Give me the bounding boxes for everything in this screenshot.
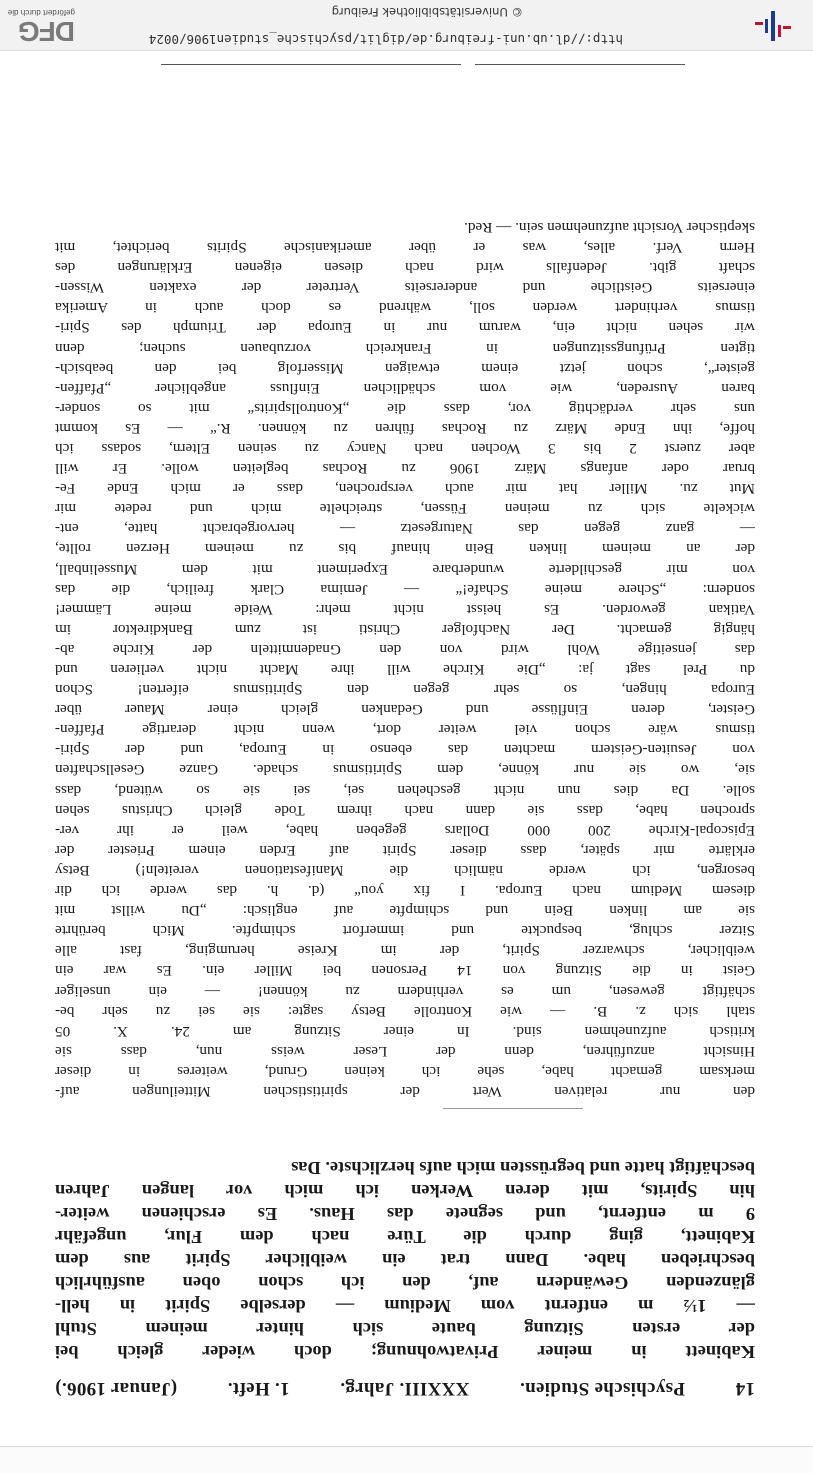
main-text-line: — 1½ m entfernt vom Medium — derselbe Spirit in hell- <box>55 1296 755 1316</box>
footnote-line: wir sehen nicht ein, warum nur in Europa der Triumph des Spiri- <box>55 319 755 337</box>
footnote-line: sondern: „Schere meine Schafe!“ — Jemima Clark freilich, die das <box>55 580 755 598</box>
footnote-line: schäftigt gewesen, um es verhindern zu können! — ein unseliger <box>55 982 755 1000</box>
journal-title: Psychische Studien. <box>519 1378 685 1399</box>
journal-date: (Januar 1906.) <box>55 1378 178 1399</box>
footnote-line: Episcopal-Kirche 200 000 Dollars gegeben habe, weil er ihr ver- <box>55 821 755 839</box>
footnote-line: tigten Prüfungssitzungen in Frankreich vorzubauen suchen; denn <box>55 339 755 357</box>
copyright-notice: © Universitätsbibliothek Freiburg <box>331 5 523 19</box>
footnote-line: weiblicher, schwarzer Spirit, der im Kreise herumging, fast alle <box>55 942 755 960</box>
main-text-line: hin Spirits, mit deren Werken ich mich vor langen Jahren <box>55 1181 755 1201</box>
footnote-line: kritisch aufzunehmen sind. In einer Sitzung am 24. X. 05 <box>55 1022 755 1040</box>
footnote-line: solle. Da dies nun nicht geschehen sei, sei sie so wütend, dass <box>55 781 755 799</box>
running-header <box>55 1377 755 1399</box>
viewer-top-strip <box>0 1446 813 1473</box>
footnote-line: stahl sich z. B. — wie Kontrolle Betsy sagte: sie sei zu sehr be- <box>55 1002 755 1020</box>
main-text-line: 9 m entfernt, und segnete das Haus. Es erschienen weiter- <box>55 1204 755 1224</box>
footnote-line: der an meinem linken Bein hinauf bis zu meinem Herzen rollte, <box>55 540 755 558</box>
footnote-line: aber zuerst 2 bis 3 Wochen nach Nancy zu seinen Eltern, sodass ich <box>55 440 755 457</box>
footnote-line: merksam gemacht habe, sehe ich keinen Grund, weiteres in dieser <box>55 1062 755 1080</box>
source-url-link[interactable]: http://dl.ub.uni-freiburg.de/diglit/psychische_studien1906/0024 <box>148 32 623 47</box>
footer-rule-left <box>475 64 685 65</box>
footnote-line: Sitzer schlug, bespuckte und immerfort schimpfte. Mich berührte <box>55 922 755 940</box>
footnote-line: tismus wäre schon viel weiter dort, wenn nicht derartige Pfaffen- <box>55 721 755 739</box>
main-text-line: der ersten Sitzung baute sich hinter meinem Stuhl <box>55 1319 755 1339</box>
footnote-line: — ganz gegen das Naturgesetz — hervorgebracht hatte, ent- <box>55 520 755 538</box>
footnote-line: von Jesuiten-Geistern machten das ebenso in Europa, und der Spiri- <box>55 741 755 759</box>
footnote-line: Geist in die Sitzung von 14 Personen bei Miller ein. Es war ein <box>55 962 755 980</box>
main-text-line: Kabinett, ging durch die Türe nach dem Flur, ungefähr <box>55 1227 755 1247</box>
footnote-line: schaft gibt. Jedenfalls wird nach diesen eigenen Erklärungen des <box>55 259 755 277</box>
footnote-line: das jenseitige Wohl wird von den Gnadenmitteln der Kirche ab- <box>55 640 755 658</box>
footnote-line: sprochen habe, dass sie dann nach ihrem Tode gleich Christus sehen <box>55 801 755 819</box>
journal-issue: 1. Heft. <box>227 1378 290 1399</box>
footnote-line: einerseits Geistliche und andererseits Vertreter der exakten Wissen- <box>55 279 755 297</box>
footnote-line: uns sehr verdächtig vor, dass die „Kontrollspirits“ mit so sonder- <box>55 399 755 417</box>
ub-freiburg-logo-icon <box>751 9 795 43</box>
footnote-line: Vatikan geworden. Es heisst nicht mehr: Weide meine Lämmer! <box>55 600 755 618</box>
dfg-funder-logo <box>0 5 75 45</box>
main-text-line: Kabinett in meiner Privatwohnung; doch wieder gleich bei <box>55 1342 755 1362</box>
footnote-line: bruar oder anfangs März 1906 zu Rochas begleiten wolle. Er will <box>55 460 755 478</box>
footnote-divider <box>443 1108 583 1109</box>
footer-rule-right <box>161 64 461 65</box>
footnote-text <box>55 217 755 1101</box>
footnote-line: Hinsicht anzuführen, denn der Leser weiss nun, dass sie <box>55 1042 755 1060</box>
footnote-line: wickelte sich zu meinen Füssen, streichelte mich und redete mir <box>55 500 755 518</box>
page-number: 14 <box>735 1378 755 1399</box>
footnote-line: geister“, schon jetzt einem etwaigen Misserfolg bei den beabsich- <box>55 359 755 377</box>
footnote-line: baren Ausreden, wie vom schädlichen Einfluss angeblicher „Pfaffen- <box>55 379 755 397</box>
dfg-logo-text: DFG <box>18 16 75 47</box>
footnote-line: hoffe, ihn Ende März zu Rochas führen zu können. R.“ — Es kommt <box>55 419 755 437</box>
dfg-logo-caption: gefördert durch die <box>7 8 75 17</box>
footnote-line: hängig gemacht. Der Nachfolger Christi ist zum Bankdirektor im <box>55 620 755 638</box>
footnote-line: tismus verhindert werden soll, während es doch auch in Amerika <box>55 299 755 317</box>
footnote-line: Mut zu. Miller hat mir auch versprochen, dass er mich Ende Fe- <box>55 480 755 498</box>
footnote-line: sie, wo sie nur könne, dem Spiritismus schade. Ganze Gesellschaften <box>55 761 755 779</box>
journal-volume: XXXIII. Jahrg. <box>340 1378 470 1399</box>
main-text-line: beschrieben habe. Dann trat ein weiblicher Spirit aus dem <box>55 1250 755 1270</box>
footnote-line: skeptischer Vorsicht aufzunehmen sein. — Red. <box>464 218 755 236</box>
footnote-line: Herrn Verf. alles, was er über amerikanische Spirits berichtet, mit <box>55 239 755 257</box>
footnote-line: von mir geschilderte wunderbare Experiment mit dem Musselinball, <box>55 560 755 578</box>
main-text-line: glänzenden Gewändern auf, den ich schon oben ausführlich <box>55 1273 755 1293</box>
footnote-line: sie am linken Bein und schimpfte auf englisch: „Du willst mit <box>55 902 755 920</box>
main-text-line: beschäftigt hatte und begrüssten mich aufs herzlichste. Das <box>291 1158 755 1178</box>
footnote-line: den nur relativen Wert der spiritistischen Mitteilungen auf- <box>55 1083 755 1100</box>
footnote-line: Geister, deren Einflüsse und Gedanken gleich einer Mauer über <box>55 701 755 719</box>
footnote-line: erklärte mir später, dass dieser Spirit auf Erden einem Priester der <box>55 841 755 859</box>
footnote-line: diesem Medium nach Europa. I fix you“ (d. h. das werde ich dir <box>55 882 755 900</box>
main-body-text <box>55 1156 755 1363</box>
footnote-line: Europa hingen, so sehr gegen den Spiritismus eiferten! Schon <box>55 681 755 699</box>
footnote-line: besorgen, ich werde nämlich die Manifestationen vereiteln!) Betsy <box>55 861 755 879</box>
footnote-line: du Prel sagt ja: „Die Kirche will ihre Macht nicht verlieren und <box>55 661 755 679</box>
